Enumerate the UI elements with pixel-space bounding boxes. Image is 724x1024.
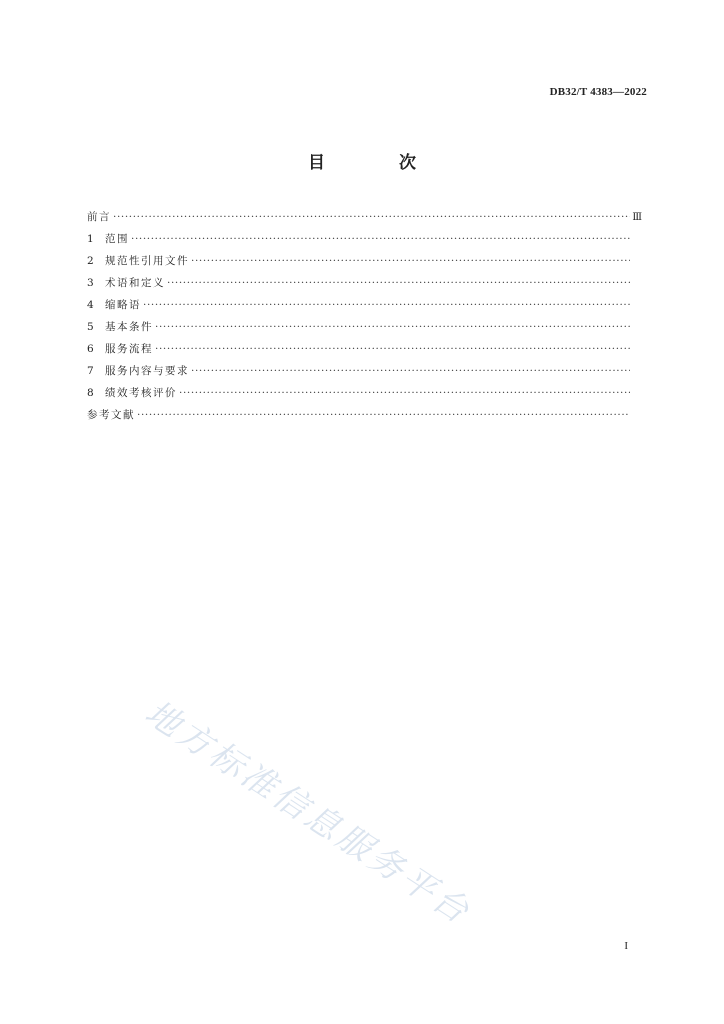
toc-dot-leader [179, 382, 630, 404]
toc-dot-leader [191, 250, 630, 272]
toc-entry-text: 基本条件 [105, 321, 153, 333]
page-number: I [624, 940, 628, 952]
toc-entry-normative-references[interactable] [87, 250, 642, 272]
toc-dot-leader [143, 294, 630, 316]
toc-dot-leader [137, 404, 630, 426]
toc-entry-text: 服务内容与要求 [105, 365, 189, 377]
toc-entry-abbreviations[interactable] [87, 294, 642, 316]
toc-dot-leader [191, 360, 630, 382]
toc-entry-number: 6 [87, 343, 94, 355]
toc-entry-text: 绩效考核评价 [105, 387, 177, 399]
toc-entry-number: 3 [87, 277, 94, 289]
toc-dot-leader [131, 228, 630, 250]
toc-dot-leader [113, 206, 630, 228]
toc-entry-service-content-requirements[interactable] [87, 360, 642, 382]
table-of-contents [87, 206, 642, 426]
toc-entry-text: 范围 [105, 233, 129, 245]
toc-entry-number: 2 [87, 255, 94, 267]
toc-entry-basic-conditions[interactable] [87, 316, 642, 338]
watermark: 地方标准信息服务平台 [137, 692, 479, 934]
toc-entry-number: 1 [87, 233, 94, 245]
toc-entry-text: 服务流程 [105, 343, 153, 355]
toc-entry-text: 术语和定义 [105, 277, 165, 289]
toc-dot-leader [155, 338, 630, 360]
toc-entry-text: 规范性引用文件 [105, 255, 189, 267]
toc-entry-scope[interactable] [87, 228, 642, 250]
toc-entry-foreword[interactable] [87, 206, 642, 228]
toc-title: 目 次 [308, 153, 450, 173]
toc-entry-text: 前言 [87, 211, 111, 223]
toc-entry-number: 5 [87, 321, 94, 333]
toc-dot-leader [167, 272, 630, 294]
toc-entry-bibliography[interactable] [87, 404, 642, 426]
document-code: DB32/T 4383—2022 [549, 86, 647, 98]
toc-entry-performance-evaluation[interactable] [87, 382, 642, 404]
toc-entry-terms-definitions[interactable] [87, 272, 642, 294]
toc-entry-page: Ⅲ [632, 212, 642, 223]
toc-entry-number: 7 [87, 365, 94, 377]
toc-entry-text: 参考文献 [87, 409, 135, 421]
toc-entry-number: 4 [87, 299, 94, 311]
toc-dot-leader [155, 316, 630, 338]
toc-entry-text: 缩略语 [105, 299, 141, 311]
toc-entry-service-process[interactable] [87, 338, 642, 360]
toc-entry-number: 8 [87, 387, 94, 399]
